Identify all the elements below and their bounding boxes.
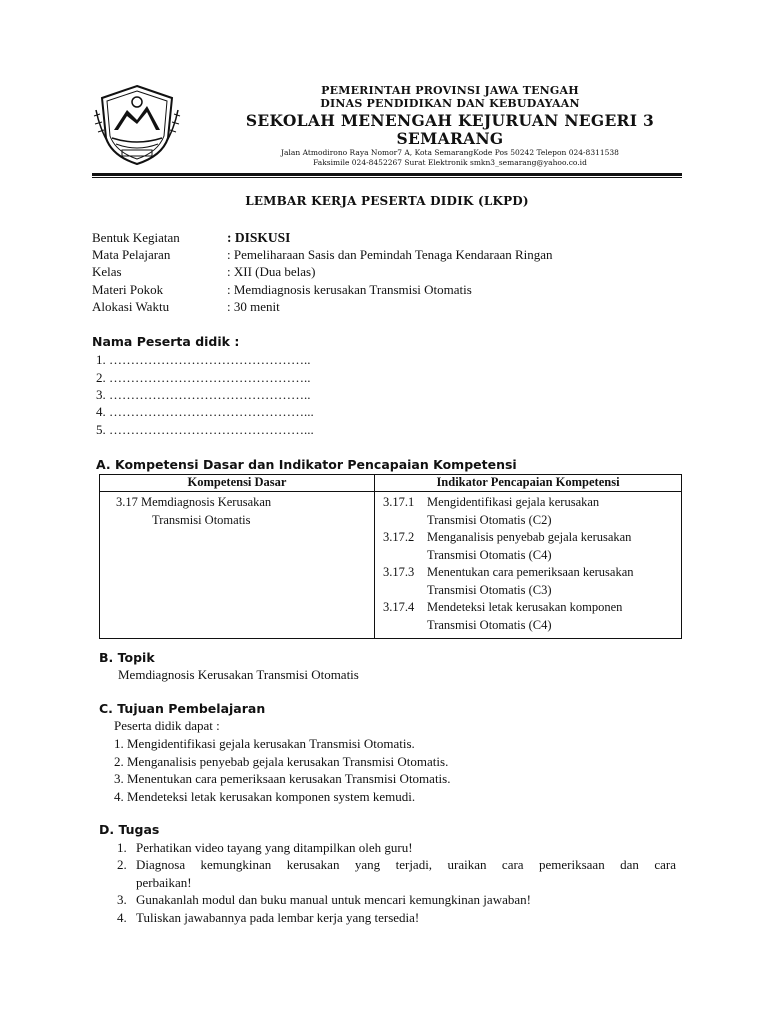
meta-value: : 30 menit — [227, 299, 280, 314]
letterhead-contact: Faksimile 024-8452267 Surat Elektronik smkn3_semarang@yahoo.co.id — [313, 158, 587, 167]
kd-line: 3.17 Memdiagnosis Kerusakan — [116, 495, 272, 509]
letterhead-rule-thin — [92, 177, 682, 178]
table-row — [100, 492, 682, 639]
letterhead-school-name: SEKOLAH MENENGAH KEJURUAN NEGERI 3 — [245, 111, 655, 130]
task-number: 1. — [117, 840, 127, 855]
meta-value: : XII (Dua belas) — [227, 264, 316, 279]
indicator-text: Menentukan cara pemeriksaan kerusakan — [427, 565, 634, 579]
meta-value: : Memdiagnosis kerusakan Transmisi Otomatis — [227, 282, 472, 297]
objective-item: 1. Mengidentifikasi gejala kerusakan Transmisi Otomatis. — [114, 736, 415, 751]
indicator-item — [383, 564, 677, 599]
kd-cell — [100, 492, 375, 639]
objective-item: 2. Menganalisis penyebab gejala kerusakan Transmisi Otomatis. — [114, 754, 449, 769]
objective-item: 4. Mendeteksi letak kerusakan komponen system kemudi. — [114, 789, 416, 804]
indicator-text: Transmisi Otomatis (C4) — [427, 617, 552, 632]
participants-heading: Nama Peserta didik : — [92, 334, 240, 349]
meta-row — [92, 247, 692, 264]
letterhead-line-1: PEMERINTAH PROVINSI JAWA TENGAH — [321, 84, 579, 97]
letterhead-line-2: DINAS PENDIDIKAN DAN KEBUDAYAAN — [320, 97, 580, 110]
participant-line[interactable]: 3. ……………………………………….. — [96, 387, 311, 402]
participant-line[interactable]: 5. ………………………………………... — [96, 422, 314, 437]
topic-text: Memdiagnosis Kerusakan Transmisi Otomatis — [118, 667, 359, 682]
task-text: Tuliskan jawabannya pada lembar kerja yang tersedia! — [136, 910, 420, 925]
section-c-heading: C. Tujuan Pembelajaran — [99, 701, 266, 716]
participant-line[interactable]: 1. ……………………………………….. — [96, 352, 311, 367]
meta-value: : DISKUSI — [227, 230, 291, 245]
task-number: 4. — [117, 910, 127, 925]
section-a-heading: A. Kompetensi Dasar dan Indikator Pencapaian Kompetensi — [96, 457, 517, 472]
provincial-emblem-icon — [92, 80, 182, 170]
indicator-text: Transmisi Otomatis (C2) — [427, 512, 552, 527]
indicator-text: Mendeteksi letak kerusakan komponen — [427, 600, 623, 614]
meta-row — [92, 230, 692, 247]
indicator-text: Transmisi Otomatis (C3) — [427, 582, 552, 597]
indicator-number: 3.17.3 — [383, 565, 415, 579]
meta-key: Kelas — [92, 264, 122, 279]
document-title: LEMBAR KERJA PESERTA DIDIK (LKPD) — [245, 194, 529, 208]
indicator-item — [383, 494, 677, 529]
meta-key: Bentuk Kegiatan — [92, 230, 180, 245]
indicator-cell — [375, 492, 682, 639]
indicator-text: Menganalisis penyebab gejala kerusakan — [427, 530, 632, 544]
meta-row — [92, 299, 692, 316]
table-header-row — [100, 475, 682, 492]
competency-table — [99, 474, 682, 639]
letterhead-city: SEMARANG — [396, 129, 504, 148]
indicator-text: Transmisi Otomatis (C4) — [427, 547, 552, 562]
meta-key: Mata Pelajaran — [92, 247, 171, 262]
indicator-item — [383, 599, 677, 634]
task-text: Gunakanlah modul dan buku manual untuk mencari kemungkinan jawaban! — [136, 892, 531, 907]
indicator-item — [383, 529, 677, 564]
section-b-heading: B. Topik — [99, 650, 155, 665]
participant-line[interactable]: 4. ………………………………………... — [96, 404, 314, 419]
task-text: Perhatikan video tayang yang ditampilkan oleh guru! — [136, 840, 413, 855]
indicator-number: 3.17.1 — [383, 495, 415, 509]
letterhead-rule-thick — [92, 173, 682, 176]
meta-row — [92, 264, 692, 281]
column-header: Kompetensi Dasar — [100, 475, 375, 492]
column-header: Indikator Pencapaian Kompetensi — [375, 475, 682, 492]
meta-value: : Pemeliharaan Sasis dan Pemindah Tenaga Kendaraan Ringan — [227, 247, 553, 262]
meta-key: Alokasi Waktu — [92, 299, 170, 314]
task-text-continued: perbaikan! — [136, 875, 192, 890]
kd-line: Transmisi Otomatis — [152, 512, 251, 527]
indicator-number: 3.17.2 — [383, 530, 415, 544]
task-text: Diagnosa kemungkinan kerusakan yang terjadi, uraikan cara pemeriksaan dan cara — [136, 857, 676, 872]
objective-item: 3. Menentukan cara pemeriksaan kerusakan Transmisi Otomatis. — [114, 771, 451, 786]
letterhead-address: Jalan Atmodirono Raya Nomor7 A, Kota SemarangKode Pos 50242 Telepon 024-8311538 — [281, 148, 619, 157]
participant-line[interactable]: 2. ……………………………………….. — [96, 370, 311, 385]
indicator-number: 3.17.4 — [383, 600, 415, 614]
indicator-text: Mengidentifikasi gejala kerusakan — [427, 495, 600, 509]
section-d-heading: D. Tugas — [99, 822, 160, 837]
task-number: 3. — [117, 892, 127, 907]
task-number: 2. — [117, 857, 127, 872]
meta-row — [92, 282, 692, 299]
objectives-intro: Peserta didik dapat : — [114, 718, 220, 733]
meta-key: Materi Pokok — [92, 282, 164, 297]
